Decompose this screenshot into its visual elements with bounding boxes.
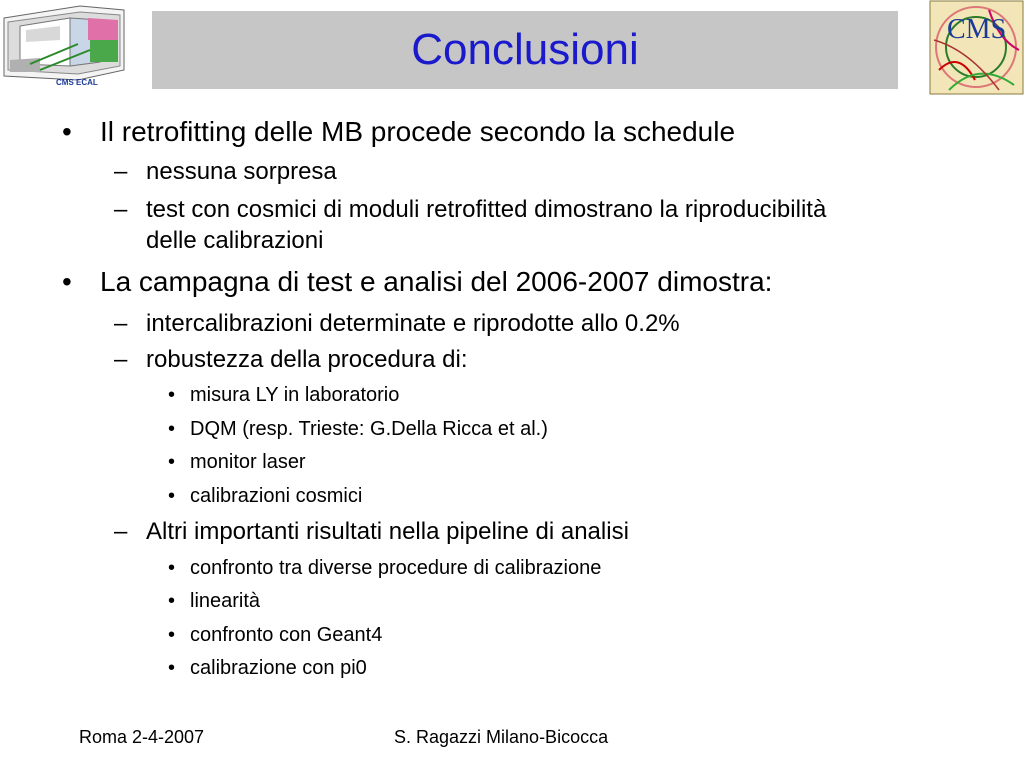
sub-sub-bullet-2-2-3: monitor laser xyxy=(190,451,306,473)
footer-date: Roma 2-4-2007 xyxy=(79,727,205,747)
dash-marker: – xyxy=(114,310,128,337)
sub-sub-bullet-2-3-2: linearità xyxy=(190,590,261,612)
sub-bullet-2-3: Altri importanti risultati nella pipeline di analisi xyxy=(146,518,629,545)
footer-author: S. Ragazzi Milano-Bicocca xyxy=(394,727,609,747)
sub-bullet-1-1: nessuna sorpresa xyxy=(146,158,337,185)
bullet-marker: • xyxy=(62,266,72,297)
sub-bullet-2-1: intercalibrazioni determinate e riprodotte allo 0.2% xyxy=(146,310,680,337)
bullet-marker: • xyxy=(168,657,176,679)
sub-sub-bullet-2-2-2: DQM (resp. Trieste: G.Della Ricca et al.) xyxy=(190,418,548,440)
sub-sub-bullet-2-2-1: misura LY in laboratorio xyxy=(190,384,400,406)
bullet-1: Il retrofitting delle MB procede secondo la schedule xyxy=(100,116,736,147)
dash-marker: – xyxy=(114,346,128,373)
bullet-marker: • xyxy=(168,384,176,406)
sub-bullet-1-2-line1: test con cosmici di moduli retrofitted dimostrano la riproducibilità xyxy=(146,196,827,223)
sub-sub-bullet-2-3-3: confronto con Geant4 xyxy=(190,624,383,646)
sub-bullet-2-2: robustezza della procedura di: xyxy=(146,346,468,373)
sub-sub-bullet-2-2-4: calibrazioni cosmici xyxy=(190,485,363,507)
bullet-marker: • xyxy=(168,590,176,612)
bullet-2: La campagna di test e analisi del 2006-2007 dimostra: xyxy=(100,266,773,297)
sub-sub-bullet-2-3-4: calibrazione con pi0 xyxy=(190,657,367,679)
page-title: Conclusioni xyxy=(411,25,639,74)
dash-marker: – xyxy=(114,518,128,545)
bullet-marker: • xyxy=(168,451,176,473)
bullet-marker: • xyxy=(62,116,72,147)
cms-logo-text: CMS xyxy=(947,14,1007,45)
bullet-marker: • xyxy=(168,485,176,507)
bullet-marker: • xyxy=(168,418,176,440)
dash-marker: – xyxy=(114,158,128,185)
cms-ecal-caption: CMS ECAL xyxy=(56,78,98,87)
bullet-marker: • xyxy=(168,624,176,646)
dash-marker: – xyxy=(114,196,128,223)
sub-bullet-1-2-line2: delle calibrazioni xyxy=(146,227,324,254)
bullet-marker: • xyxy=(168,557,176,579)
sub-sub-bullet-2-3-1: confronto tra diverse procedure di calibrazione xyxy=(190,557,602,579)
